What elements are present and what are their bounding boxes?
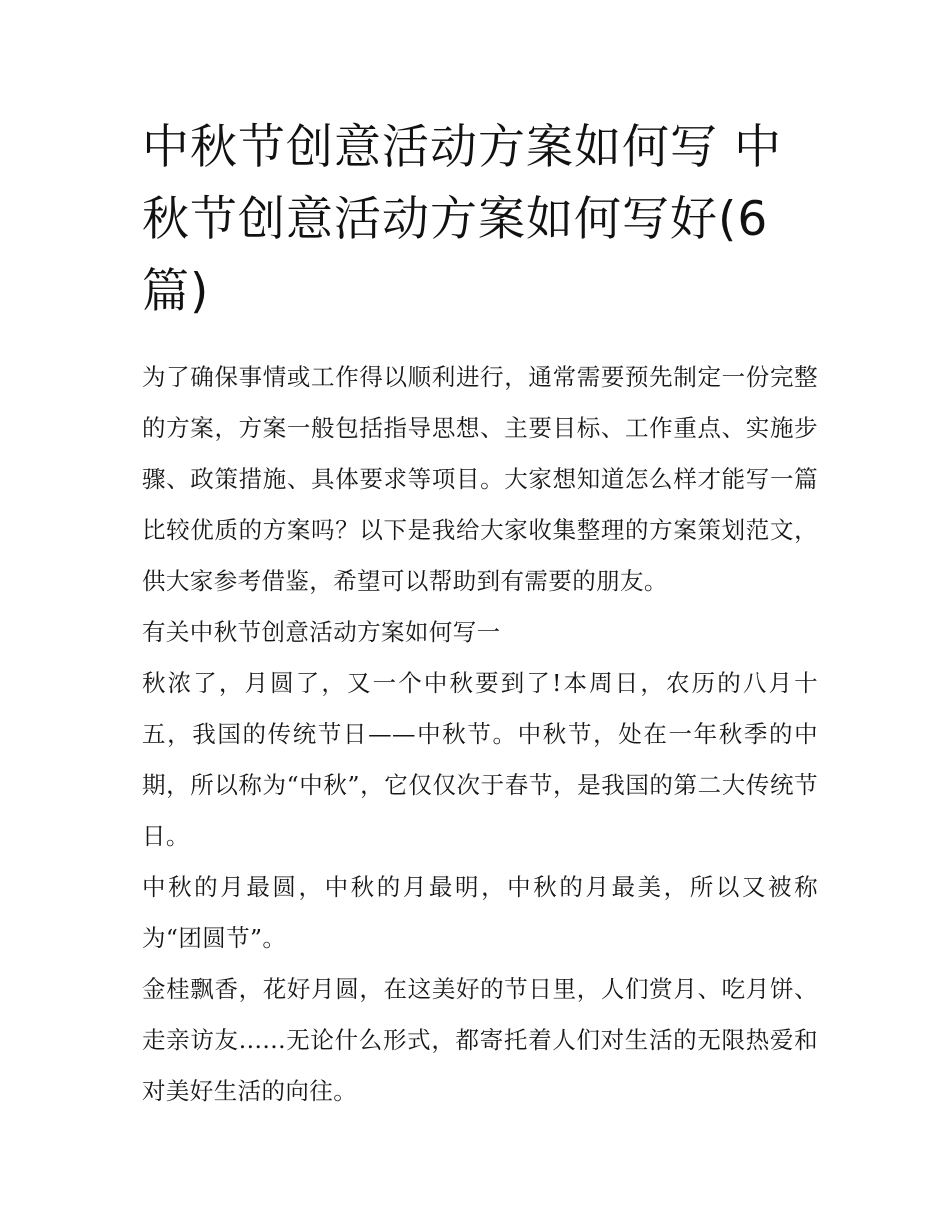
body-paragraph: 金桂飘香，花好月圆，在这美好的节日里，人们赏月、吃月饼、走亲访友......无论什么形式，都寄托着人们对生活的无限热爱和对美好生活的向往。 xyxy=(142,975,818,1105)
document-title: 中秋节创意活动方案如何写 中秋节创意活动方案如何写好(6篇) xyxy=(142,120,782,319)
intro-paragraph: 为了确保事情或工作得以顺利进行，通常需要预先制定一份完整的方案，方案一般包括指导思想、主要目标、工作重点、实施步骤、政策措施、具体要求等项目。大家想知道怎么样才能写一篇比较优质的方案吗？以下是我给大家收集整理的方案策划范文，供大家参考借鉴，希望可以帮助到有需要的朋友。 xyxy=(142,363,818,595)
body-paragraph: 秋浓了，月圆了，又一个中秋要到了!本周日，农历的八月十五，我国的传统节日——中秋节。中秋节，处在一年秋季的中期，所以称为“中秋”，它仅仅次于春节，是我国的第二大传统节日。 xyxy=(142,669,818,850)
section-heading: 有关中秋节创意活动方案如何写一 xyxy=(142,618,501,646)
body-paragraph: 中秋的月最圆，中秋的月最明，中秋的月最美，所以又被称为“团圆节”。 xyxy=(142,873,818,952)
document-body xyxy=(142,112,818,1117)
